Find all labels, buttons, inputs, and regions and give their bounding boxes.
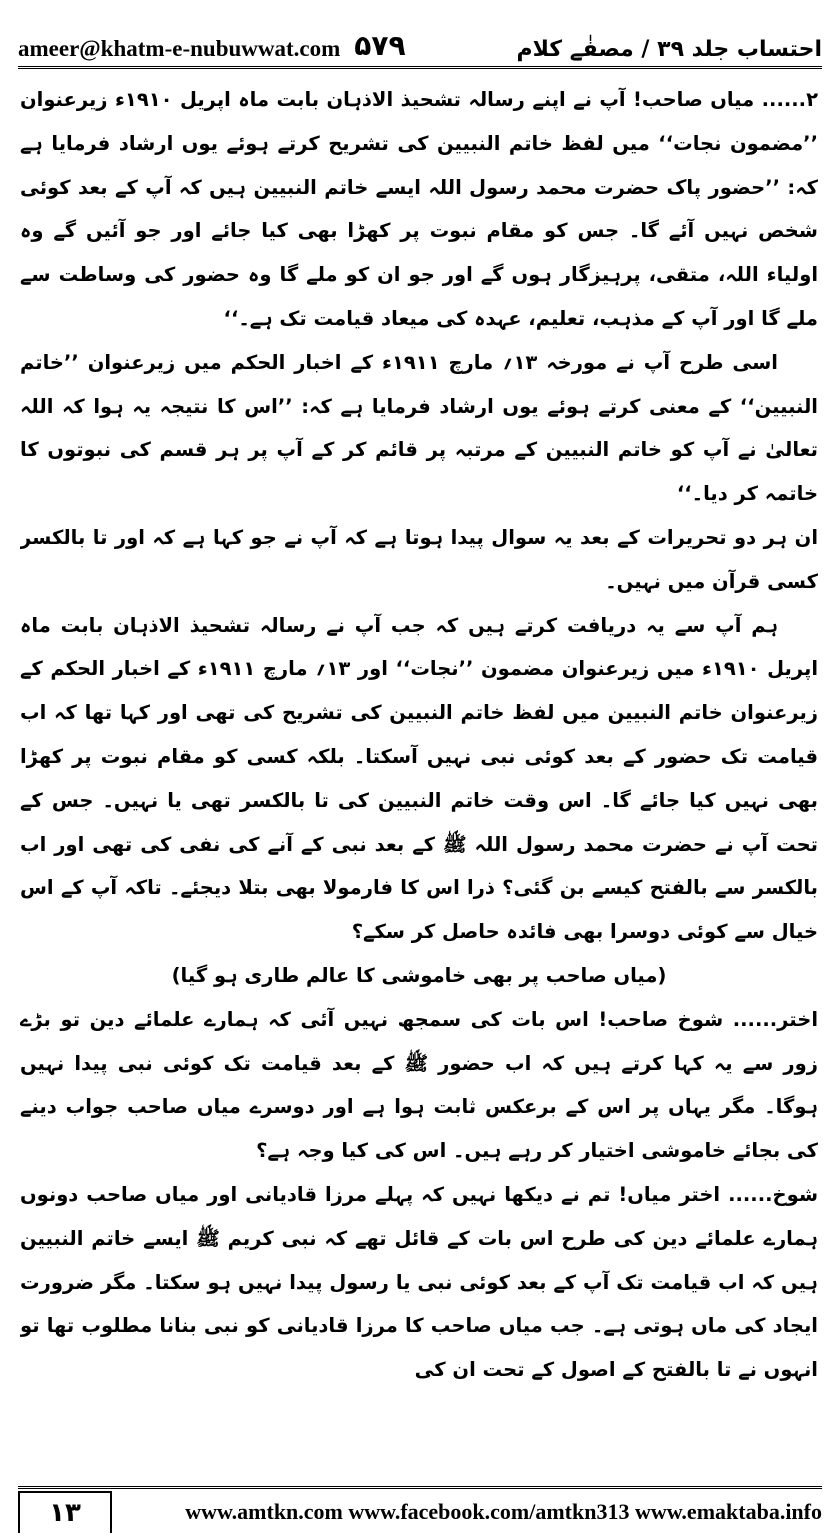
page-footer: [18, 1486, 822, 1535]
paragraph: اسی طرح آپ نے مورخہ ۱۳؍ مارچ ۱۹۱۱ء کے اخبار الحکم میں زیرعنوان ’’خاتم النبیین‘‘ کے معنی کرتے ہوئے یوں ارشاد فرمایا ہے کہ: ’’اس کا نتیجہ یہ ہوا کہ اللہ تعالیٰ نے آپ کو خاتم النبیین کے مرتبہ پر قائم کر کے آپ پر ہر قسم کی نبوتوں کا خاتمہ کر دیا۔‘‘: [20, 350, 818, 506]
paragraph: ہم آپ سے یہ دریافت کرتے ہیں کہ جب آپ نے رسالہ تشحیذ الاذہان بابت ماہ اپریل ۱۹۱۰ء میں زیرعنوان مضمون ’’نجات‘‘ اور ۱۳؍ مارچ ۱۹۱۱ء کے اخبار الحکم کے زیرعنوان خاتم النبیین میں لفظ خاتم النبیین کی تشریح کی تھی اور کہا تھا کہ اب قیامت تک حضور کے بعد کوئی نبی نہیں آسکتا۔ بلکہ کسی کو مقام نبوت پر کھڑا بھی نہیں کیا جائے گا۔ اس وقت خاتم النبیین کی تا بالکسر تھی یا نہیں۔ جس کے تحت آپ نے حضرت محمد رسول اللہ ﷺ کے بعد نبی کے آنے کی نفی کی تھی اور اب بالکسر سے بالفتح کیسے بن گئی؟ ذرا اس کا فارمولا بھی بتلا دیجئے۔ تاکہ آپ کے اس خیال سے کوئی دوسرا بھی فائدہ حاصل کر سکے؟: [20, 613, 818, 944]
footer-links: www.amtkn.com www.facebook.com/amtkn313 www.emaktaba.info: [185, 1499, 822, 1524]
header-left: [18, 29, 406, 62]
paragraph: ان ہر دو تحریرات کے بعد یہ سوال پیدا ہوتا ہے کہ آپ نے جو کہا ہے کہ اور تا بالکسر کسی قرآن میں نہیں۔: [20, 525, 818, 593]
paragraph: اختر...... شوخ صاحب! اس بات کی سمجھ نہیں آئی کہ ہمارے علمائے دین تو بڑے زور سے یہ کہا کرتے ہیں کہ اب حضور ﷺ کے بعد قیامت تک کوئی نبی پیدا نہیں ہوگا۔ مگر یہاں پر اس کے برعکس ثابت ہوا ہے اور دوسرے میاں صاحب جواب دینے کی بجائے خاموشی اختیار کر رہے ہیں۔ اس کی کیا وجہ ہے؟: [20, 1007, 818, 1163]
header-email: ameer@khatm-e-nubuwwat.com: [18, 36, 341, 61]
paragraph: شوخ...... اختر میاں! تم نے دیکھا نہیں کہ پہلے مرزا قادیانی اور میاں صاحب دونوں ہمارے علمائے دین کی طرح اس بات کے قائل تھے کہ نبی کریم ﷺ ایسے خاتم النبیین ہیں کہ اب قیامت تک آپ کے بعد کوئی نبی یا رسول پیدا نہیں ہو سکتا۔ مگر ضرورت ایجاد کی ماں ہوتی ہے۔ جب میاں صاحب کا مرزا قادیانی کو نبی بنانا مطلوب تھا تو انہوں نے تا بالفتح کے اصول کے تحت ان کی: [20, 1182, 818, 1382]
header-page-number: ۵۷۹: [354, 29, 406, 62]
page-body: [20, 78, 818, 1478]
paragraph: ۲...... میاں صاحب! آپ نے اپنے رسالہ تشحیذ الاذہان بابت ماہ اپریل ۱۹۱۰ء زیرعنوان ’’مضمون نجات‘‘ میں لفظ خاتم النبیین کی تشریح کرتے ہوئے یوں ارشاد فرمایا ہے کہ: ’’حضور پاک حضرت محمد رسول اللہ ایسے خاتم النبیین ہیں کہ آپ کے بعد کوئی شخص نہیں آئے گا۔ جس کو مقام نبوت پر کھڑا بھی کیا جائے اور جو آئیں گے وہ اولیاء اللہ، متقی، پرہیزگار ہوں گے اور جو ان کو ملے گا وہ حضور کی وساطت سے ملے گا اور آپ کے مذہب، تعلیم، عہدہ کی میعاد قیامت تک ہے۔‘‘: [20, 88, 818, 330]
paragraph-centered: (میاں صاحب پر بھی خاموشی کا عالم طاری ہو گیا): [171, 963, 667, 987]
page-header: [18, 6, 822, 69]
book-title: احتساب جلد ۳۹ / مصفٰے کلام: [516, 37, 822, 62]
footer-page-number: ۱۳: [18, 1491, 112, 1533]
